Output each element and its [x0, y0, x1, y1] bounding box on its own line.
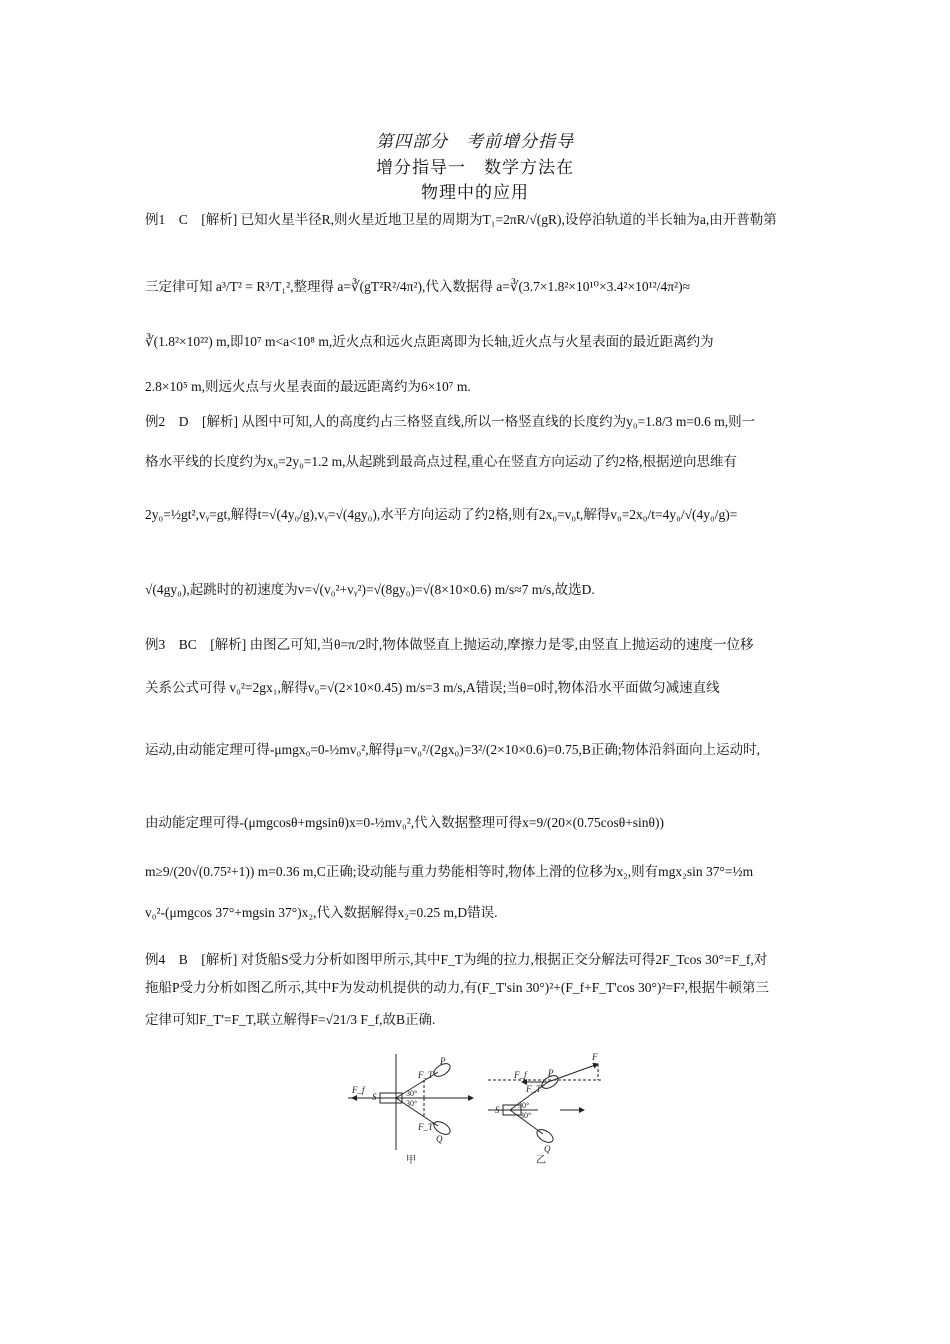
- label-angle-bottom: 30°: [406, 1099, 418, 1108]
- chapter-title-cont: 物理中的应用: [421, 183, 529, 202]
- example-1-line-2: 三定律可知 a³/T² = R³/T₁²,整理得 a=∛(gT²R²/4π²),代入数据得 a=∛(3.7×1.8²×10¹⁰×3.4²×10¹²/4π²)≈: [145, 279, 690, 294]
- chapter-title: 增分指导一 数学方法在: [376, 158, 574, 177]
- caption-jia: 甲: [406, 1155, 416, 1166]
- example-4-line-3: 定律可知F_T'=F_T,联立解得F=√21/3 F_f,故B正确.: [145, 1012, 436, 1027]
- label-ft-bottom: F_T: [418, 1122, 434, 1132]
- example-2-line-3: 2y₀=½gt²,vᵧ=gt,解得t=√(4y₀/g),vᵧ=√(4gy₀),水平方向运动了约2格,则有2x₀=v₀t,解得v₀=2x₀/t=4y₀/√(4y₀/g)=: [145, 507, 738, 522]
- force-f-arrow: [548, 1064, 598, 1082]
- label-angle-right-top: 30°: [518, 1101, 530, 1110]
- label-s: S: [372, 1092, 377, 1102]
- label-q-right: Q: [544, 1144, 551, 1154]
- example-3-line-2: 关系公式可得 v₀²=2gx₁,解得v₀=√(2×10×0.45) m/s=3 m/s,A错误;当θ=0时,物体沿水平面做匀减速直线: [145, 680, 720, 695]
- example-2-line-2: 格水平线的长度约为x₀=2y₀=1.2 m,从起跳到最高点过程,重心在竖直方向运动了约2格,根据逆向思维有: [145, 454, 738, 469]
- example-4-line-2: 拖船P受力分析如图乙所示,其中F为发动机提供的动力,有(F_T'sin 30°)²+(F_f+F_T'cos 30°)²=F²,根据牛顿第三: [145, 980, 770, 995]
- label-p-right: P: [548, 1068, 554, 1078]
- example-2-line-4: √(4gy₀),起跳时的初速度为v=√(v₀²+vᵧ²)=√(8gy₀)=√(8×10×0.6) m/s≈7 m/s,故选D.: [145, 582, 595, 597]
- label-q: Q: [436, 1134, 443, 1144]
- example-3-line-3: 运动,由动能定理可得-μmgx₀=0-½mv₀²,解得μ=v₀²/(2gx₀)=3²/(2×10×0.6)=0.75,B正确;物体沿斜面向上运动时,: [145, 742, 760, 757]
- label-ft-top: F_T: [418, 1070, 434, 1080]
- caption-yi: 乙: [536, 1155, 546, 1166]
- example-3-line-5: m≥9/(20√(0.75²+1)) m=0.36 m,C正确;设动能与重力势能相等时,物体上滑的位移为x₂,则有mgx₂sin 37°=½m: [145, 864, 754, 879]
- example-3-line-6: v₀²-(μmgcos 37°+mgsin 37°)x₂,代入数据解得x₂=0.25 m,D错误.: [145, 905, 498, 920]
- example-1-line-4: 2.8×10⁵ m,则远火点与火星表面的最远距离约为6×10⁷ m.: [145, 379, 471, 394]
- force-diagram: [338, 1042, 618, 1166]
- label-f-right: F: [592, 1052, 598, 1062]
- example-1-line-3: ∛(1.8²×10²²) m,即10⁷ m<a<10⁸ m,近火点和远火点距离即为长轴,近火点与火星表面的最近距离约为: [145, 334, 714, 349]
- example-4-line-1: 例4 B [解析] 对货船S受力分析如图甲所示,其中F_T为绳的拉力,根据正交分解法可得2F_Tcos 30°=F_f,对: [145, 952, 768, 967]
- example-2-line-1: 例2 D [解析] 从图中可知,人的高度约占三格竖直线,所以一格竖直线的长度约为y₀=1.8/3 m=0.6 m,则一: [145, 414, 756, 429]
- diagram-yi: [488, 1064, 603, 1145]
- label-s-right: S: [495, 1105, 500, 1115]
- example-3-line-4: 由动能定理可得-(μmgcosθ+mgsinθ)x=0-½mv₀²,代入数据整理可得x=9/(20×(0.75cosθ+sinθ)): [145, 815, 665, 830]
- label-angle-right-bottom: 30°: [520, 1111, 532, 1120]
- label-p: P: [440, 1056, 446, 1066]
- label-angle-top: 30°: [406, 1089, 418, 1098]
- label-ft-right: F_T': [526, 1084, 543, 1094]
- example-1-line-1: 例1 C [解析] 已知火星半径R,则火星近地卫星的周期为T₁=2πR/√(gR),设停泊轨道的半长轴为a,由开普勒第: [145, 212, 777, 227]
- part-title: 第四部分 考前增分指导: [376, 132, 574, 151]
- example-3-line-1: 例3 BC [解析] 由图乙可知,当θ=π/2时,物体做竖直上抛运动,摩擦力是零,由竖直上抛运动的速度一位移: [145, 637, 754, 652]
- label-ff: F_f: [352, 1085, 365, 1095]
- label-ff-right: F_f: [514, 1070, 527, 1080]
